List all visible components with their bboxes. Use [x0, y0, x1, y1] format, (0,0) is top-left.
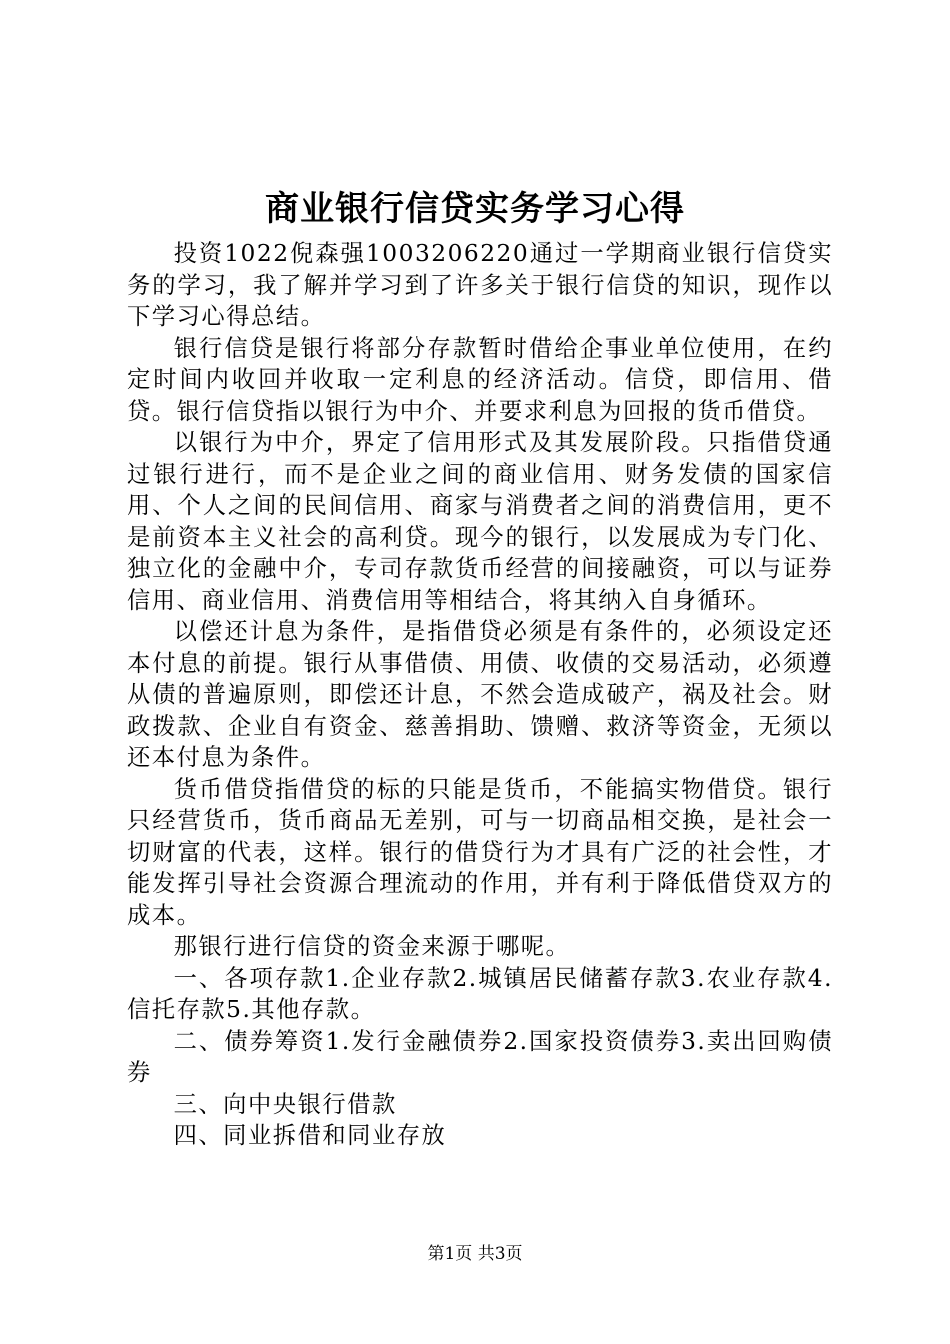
page-number: 第1页 共3页 — [427, 1244, 523, 1264]
paragraph-currency: 货币借贷指借贷的标的只能是货币，不能搞实物借贷。银行只经营货币，货币商品无差别，可与一切商品相交换，是社会一切财富的代表，这样。银行的借贷行为才具有广泛的社会性，才能发挥引导社会资源合理流动的作用，并有利于降低借贷双方的成本。 — [127, 775, 833, 929]
paragraph-repayment: 以偿还计息为条件，是指借贷必须是有条件的，必须设定还本付息的前提。银行从事借债、用债、收债的交易活动，必须遵从债的普遍原则，即偿还计息，不然会造成破产，祸及社会。财政拨款、企业自有资金、慈善捐助、馈赠、救济等资金，无须以还本付息为条件。 — [127, 618, 833, 771]
paragraph-intermediary: 以银行为中介，界定了信用形式及其发展阶段。只指借贷通过银行进行，而不是企业之间的商业信用、财务发债的国家信用、个人之间的民间信用、商家与消费者之间的消费信用，更不是前资本主义社会的高利贷。现今的银行，以发展成为专门化、独立化的金融中介，专司存款货币经营的间接融资，可以与证券信用、商业信用、消费信用等相结合，将其纳入自身循环。 — [127, 429, 833, 614]
list-item-deposits: 一、各项存款1.企业存款2.城镇居民储蓄存款3.农业存款4.信托存款5.其他存款。 — [127, 964, 833, 1023]
paragraph-definition: 银行信贷是银行将部分存款暂时借给企事业单位使用，在约定时间内收回并收取一定利息的经济活动。信贷，即信用、借贷。银行信贷指以银行为中介、并要求利息为回报的货币借贷。 — [127, 334, 833, 425]
document-title: 商业银行信贷实务学习心得 — [265, 189, 685, 229]
document-body — [127, 238, 833, 1152]
paragraph-question: 那银行进行信贷的资金来源于哪呢。 — [173, 933, 571, 960]
list-item-central-bank: 三、向中央银行借款 — [173, 1090, 397, 1118]
list-item-bonds: 二、债券筹资1.发行金融债券2.国家投资债券3.卖出回购债券 — [127, 1027, 833, 1086]
paragraph-intro: 投资1022倪森强1003206220通过一学期商业银行信贷实务的学习，我了解并学习到了许多关于银行信贷的知识，现作以下学习心得总结。 — [127, 240, 833, 330]
list-item-interbank: 四、同业拆借和同业存放 — [173, 1122, 447, 1149]
